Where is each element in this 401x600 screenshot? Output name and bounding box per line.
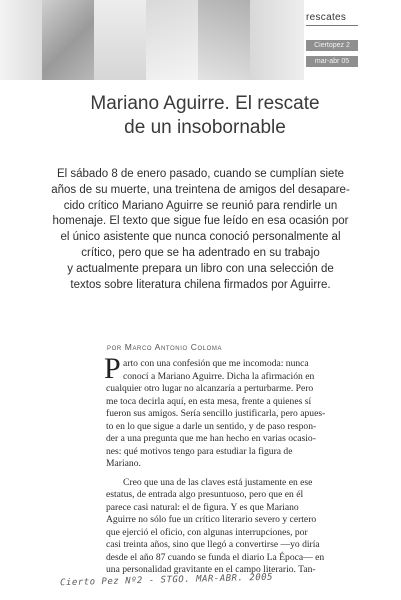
- body-line: nes: qué motivos tengo para estudiar la figura de: [106, 445, 293, 457]
- header-photo-strip: [0, 0, 304, 80]
- headline-line: Mariano Aguirre. El rescate: [90, 93, 320, 114]
- body-line: estatus, de entrada algo presuntuoso, pero que en él: [106, 489, 304, 500]
- header-photo: [0, 0, 42, 80]
- intro-line: El sábado 8 de enero pasado, cuando se cumplían siete: [56, 168, 345, 180]
- intro-line: textos sobre literatura chilena firmados por Aguirre.: [70, 278, 331, 291]
- body-line: desde el año 87 cuando se funda el diario La Época— en: [106, 551, 325, 563]
- article-headline: [40, 92, 370, 140]
- headline-line: de un insobornable: [124, 117, 286, 138]
- header-photo: [198, 0, 250, 80]
- intro-line: homenaje. El texto que sigue fue leído en esa ocasión por: [52, 215, 349, 228]
- body-line: Creo que una de las claves está justamente en ese: [123, 476, 313, 488]
- section-label: rescates: [306, 12, 358, 26]
- intro-line: cido crítico Mariano Aguirre se reunió para rendirle un: [63, 199, 338, 212]
- body-line: arto con una confesión que me incomoda: nunca: [123, 358, 309, 369]
- article-body: [104, 352, 390, 577]
- intro-line: crítico, pero que se ha adentrado en su trabajo: [81, 246, 320, 259]
- header-photo: [94, 0, 146, 80]
- body-line: me toca decirla aquí, en esta mesa, frente a quienes sí: [106, 395, 312, 407]
- header-photo: [146, 0, 198, 80]
- header-photo: [42, 0, 94, 80]
- drop-cap: P: [104, 352, 121, 385]
- body-line: conocí a Mariano Aguirre. Dicha la afirmación en: [123, 370, 315, 382]
- date-chip: mar-abr 05: [306, 56, 358, 67]
- section-header: [306, 2, 358, 80]
- header-photo: [250, 0, 304, 80]
- body-line: una personalidad gravitante en el campo literario. Tan-: [106, 564, 316, 575]
- body-line: que ejerció el oficio, con algunas interrupciones, por: [106, 526, 308, 538]
- body-line: casi treinta años, sino que llegó a convertirse —yo diría: [106, 539, 320, 550]
- body-line: Mariano.: [106, 458, 141, 469]
- body-line: to en lo que sigue a darle un sentido, y de paso respon-: [106, 420, 317, 432]
- body-line: fueron sus amigos. Sería sencillo justificarla, pero apues-: [106, 408, 326, 419]
- body-line: parece casi natural: el de figura. Y es que Mariano: [106, 501, 299, 513]
- body-line: Aguirre no sólo fue un crítico literario severo y certero: [106, 514, 317, 525]
- intro-line: el único asistente que nunca conoció personalmente al: [60, 231, 341, 244]
- issue-chip: Ciertopez 2: [306, 40, 358, 51]
- body-line: cualquier otro lugar no alcanzaría a perturbarme. Pero: [106, 383, 314, 394]
- handwritten-source-note: Cierto Pez Nº2 - STGO. MAR-ABR. 2005: [59, 572, 274, 589]
- intro-line: y actualmente prepara un libro con una selección de: [67, 262, 334, 275]
- author-byline: por Marco Antonio Coloma: [107, 342, 223, 352]
- body-line: der a una pregunta que me han hecho en varias ocasio-: [106, 433, 316, 444]
- article-intro: [28, 167, 373, 293]
- intro-line: años de su muerte, una treintena de amigos del desapare-: [51, 183, 350, 196]
